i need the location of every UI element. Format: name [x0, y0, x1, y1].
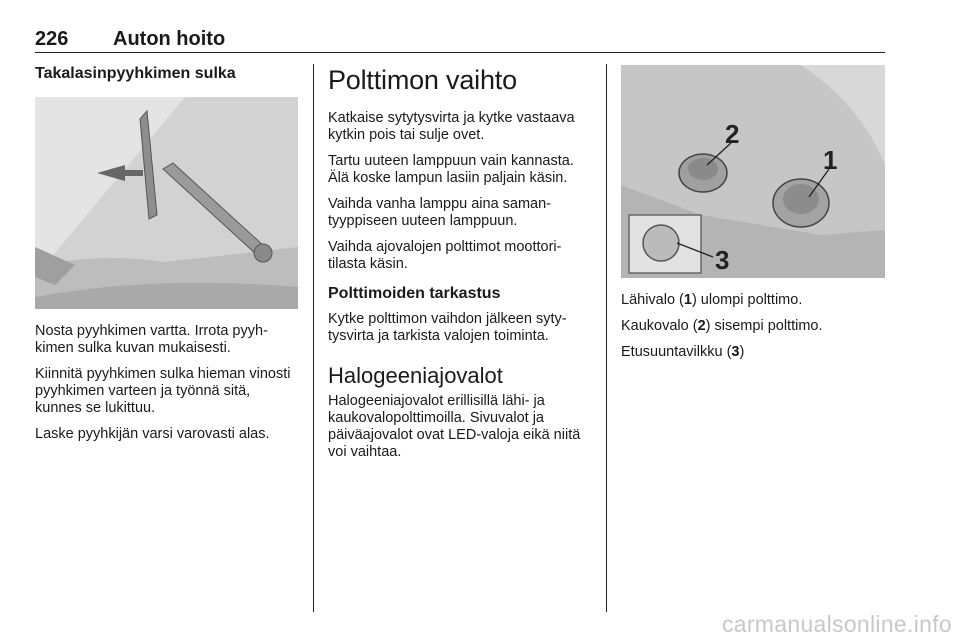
column-headlamp: [621, 56, 886, 370]
halogen-heading: Halogeeniajovalot: [328, 363, 503, 388]
callout-1: 1: [823, 145, 838, 175]
paragraph: Tartu uuteen lamppuun vain kannasta. Älä koske lampun lasiin paljain käsin.: [328, 153, 574, 186]
wiper-heading: Takalasinpyyhkimen sulka: [35, 65, 236, 82]
headlamp-illustration: [621, 65, 885, 278]
bulb-check-heading: Polttimoiden tarkastus: [328, 285, 501, 302]
paragraph: Vaihda ajovalojen polttimot moottori- tilasta käsin.: [328, 239, 562, 272]
paragraph: Halogeeniajovalot erillisillä lähi- ja kaukovalopolttimoilla. Sivuvalot ja päiväajovalot ovat LED-valoja eikä niitä voi vaihtaa.: [328, 393, 581, 460]
paragraph: Laske pyyhkijän varsi varovasti alas.: [35, 426, 270, 442]
column-divider: [313, 64, 314, 612]
wiper-illustration: [35, 97, 298, 309]
caption-high-beam: Kaukovalo (2) sisempi polttimo.: [621, 318, 823, 334]
paragraph: Kytke polttimon vaihdon jälkeen syty- tysvirta ja tarkista valojen toiminta.: [328, 311, 567, 344]
column-wiper: [35, 56, 300, 452]
column-bulb-change: [328, 56, 593, 470]
page-number: 226: [35, 28, 69, 50]
paragraph: Kiinnitä pyyhkimen sulka hieman vinosti pyyhkimen varteen ja työnnä sitä, kunnes se lukittuu.: [35, 366, 291, 416]
callout-3: 3: [715, 245, 730, 275]
column-divider: [606, 64, 607, 612]
paragraph: Katkaise sytytysvirta ja kytke vastaava kytkin pois tai sulje ovet.: [328, 110, 575, 143]
section-title: Auton hoito: [113, 28, 226, 50]
watermark: carmanualsonline.info: [721, 611, 952, 637]
paragraph: Nosta pyyhkimen vartta. Irrota pyyh- kimen sulka kuvan mukaisesti.: [35, 323, 268, 356]
caption-turn-signal: Etusuuntavilkku (3): [621, 344, 745, 360]
paragraph: Vaihda vanha lamppu aina saman- tyyppiseen uuteen lamppuun.: [328, 196, 552, 229]
caption-low-beam: Lähivalo (1) ulompi polttimo.: [621, 292, 803, 308]
page-header: [35, 28, 885, 53]
callout-2: 2: [725, 119, 740, 149]
bulb-change-heading: Polttimon vaihto: [328, 65, 517, 95]
